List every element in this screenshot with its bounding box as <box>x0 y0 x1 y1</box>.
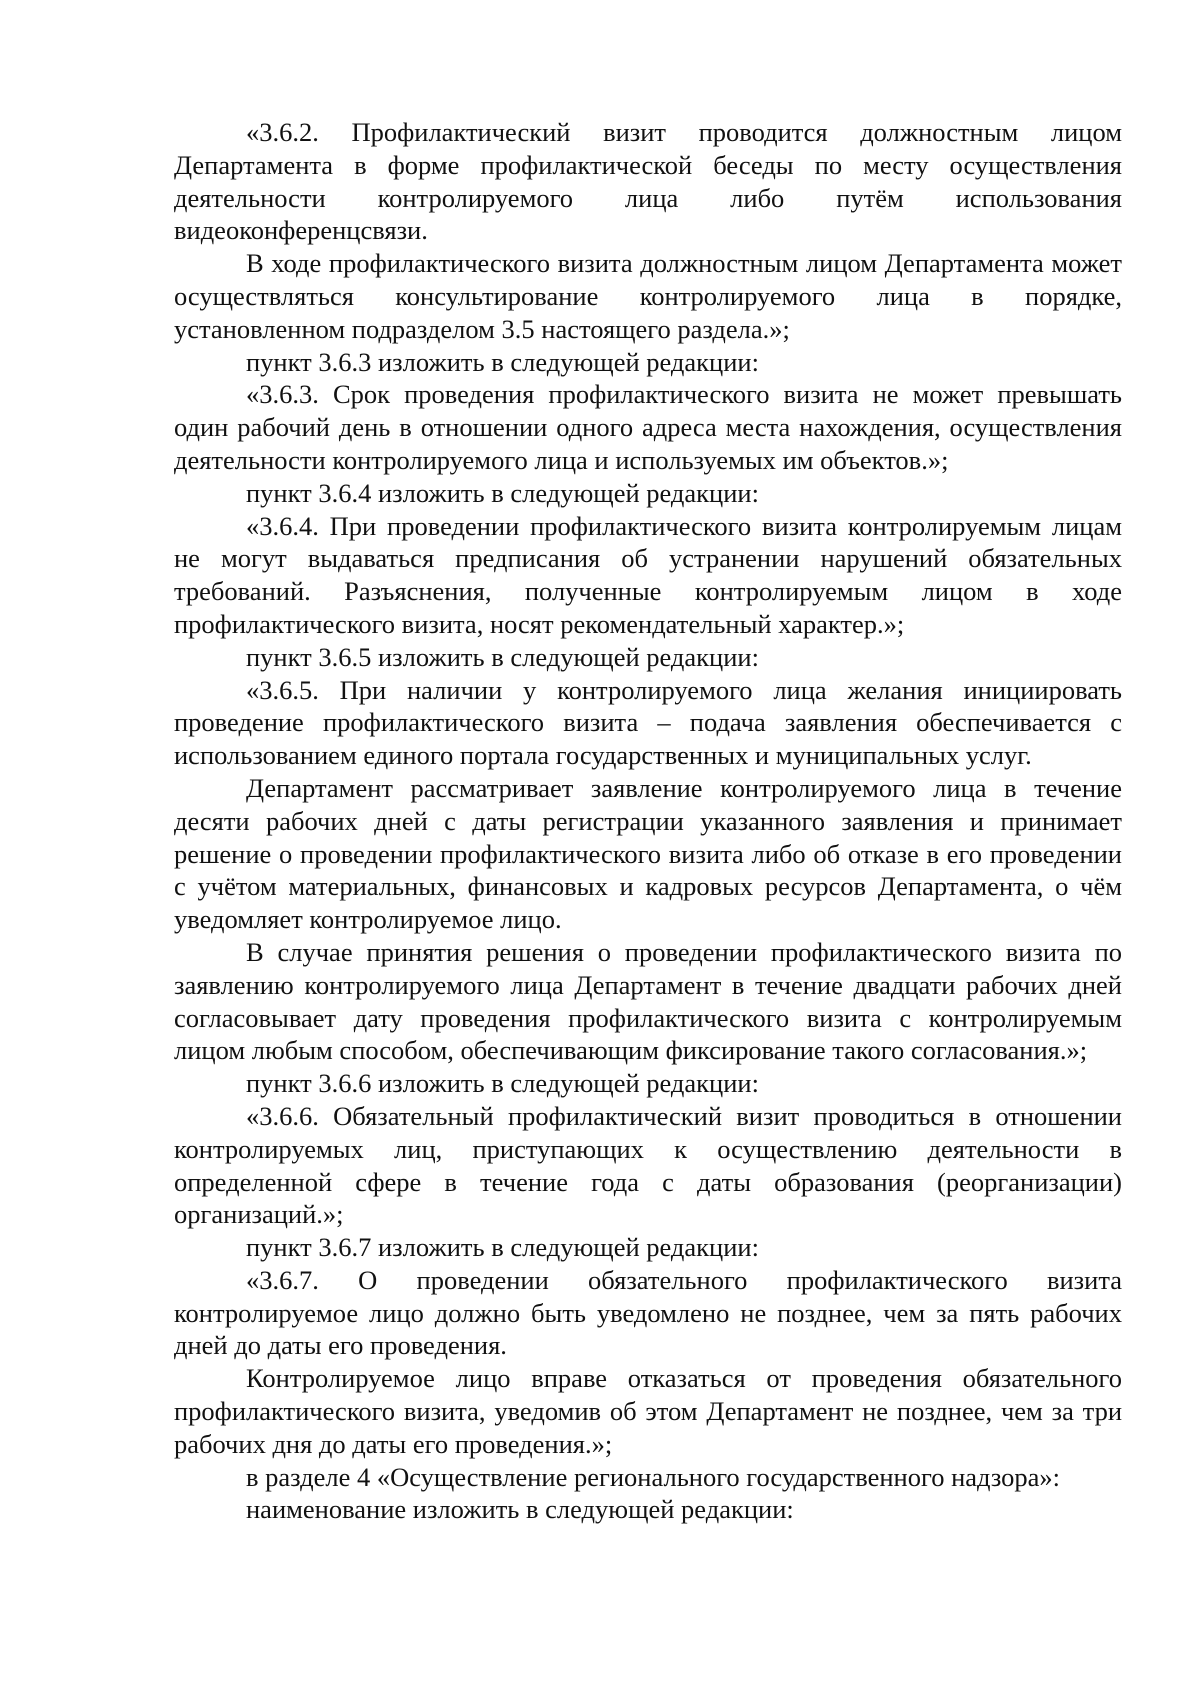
paragraph: Департамент рассматривает заявление контролируемого лица в течение десяти рабочих дней с даты регистрации указанного заявления и принимает решение о проведении профилактического визита либо об отказе в его проведении с учётом материальных, финансовых и кадровых ресурсов Департамента, о чём уведомляет контролируемое лицо. <box>174 772 1122 935</box>
paragraph: в разделе 4 «Осуществление регионального государственного надзора»: <box>246 1461 1061 1492</box>
paragraph: «3.6.4. При проведении профилактического визита контролируемым лицам не могут выдаваться предписания об устранении нарушений обязательных требований. Разъяснения, полученные контролируемым лицом в ходе профилактического визита, носят рекомендательный характер.»; <box>174 510 1122 639</box>
paragraph: наименование изложить в следующей редакции: <box>246 1494 794 1525</box>
paragraph: Контролируемое лицо вправе отказаться от проведения обязательного профилактического визита, уведомив об этом Департамент не позднее, чем за три рабочих дня до даты его проведения.»; <box>174 1363 1122 1459</box>
paragraph: пункт 3.6.6 изложить в следующей редакции: <box>246 1068 759 1099</box>
paragraph: «3.6.7. О проведении обязательного профилактического визита контролируемое лицо должно быть уведомлено не позднее, чем за пять рабочих дней до даты его проведения. <box>174 1264 1122 1361</box>
paragraph: пункт 3.6.5 изложить в следующей редакции: <box>246 641 759 672</box>
document-body <box>174 116 1122 1526</box>
paragraph: пункт 3.6.7 изложить в следующей редакции: <box>246 1232 759 1263</box>
paragraph: «3.6.5. При наличии у контролируемого лица желания инициировать проведение профилактического визита – подача заявления обеспечивается с использованием единого портала государственных и муниципальных услуг. <box>174 674 1122 771</box>
paragraph: «3.6.3. Срок проведения профилактического визита не может превышать один рабочий день в отношении одного адреса места нахождения, осуществления деятельности контролируемого лица и используемых им объектов.»; <box>174 379 1122 475</box>
paragraph: «3.6.2. Профилактический визит проводится должностным лицом Департамента в форме профилактической беседы по месту осуществления деятельности контролируемого лица либо путём использования видеоконференцсвязи. <box>174 117 1122 246</box>
paragraph: пункт 3.6.3 изложить в следующей редакции: <box>246 346 759 377</box>
paragraph: пункт 3.6.4 изложить в следующей редакции: <box>246 477 759 508</box>
paragraph: «3.6.6. Обязательный профилактический визит проводиться в отношении контролируемых лиц, приступающих к осуществлению деятельности в определенной сфере в течение года с даты образования (реорганизации) организаций.»; <box>174 1100 1122 1230</box>
paragraph: В ходе профилактического визита должностным лицом Департамента может осуществляться консультирование контролируемого лица в порядке, установленном подразделом 3.5 настоящего раздела.»; <box>174 248 1122 344</box>
paragraph: В случае принятия решения о проведении профилактического визита по заявлению контролируемого лица Департамент в течение двадцати рабочих дней согласовывает дату проведения профилактического визита с контролируемым лицом любым способом, обеспечивающим фиксирование такого согласования.»; <box>174 936 1122 1066</box>
